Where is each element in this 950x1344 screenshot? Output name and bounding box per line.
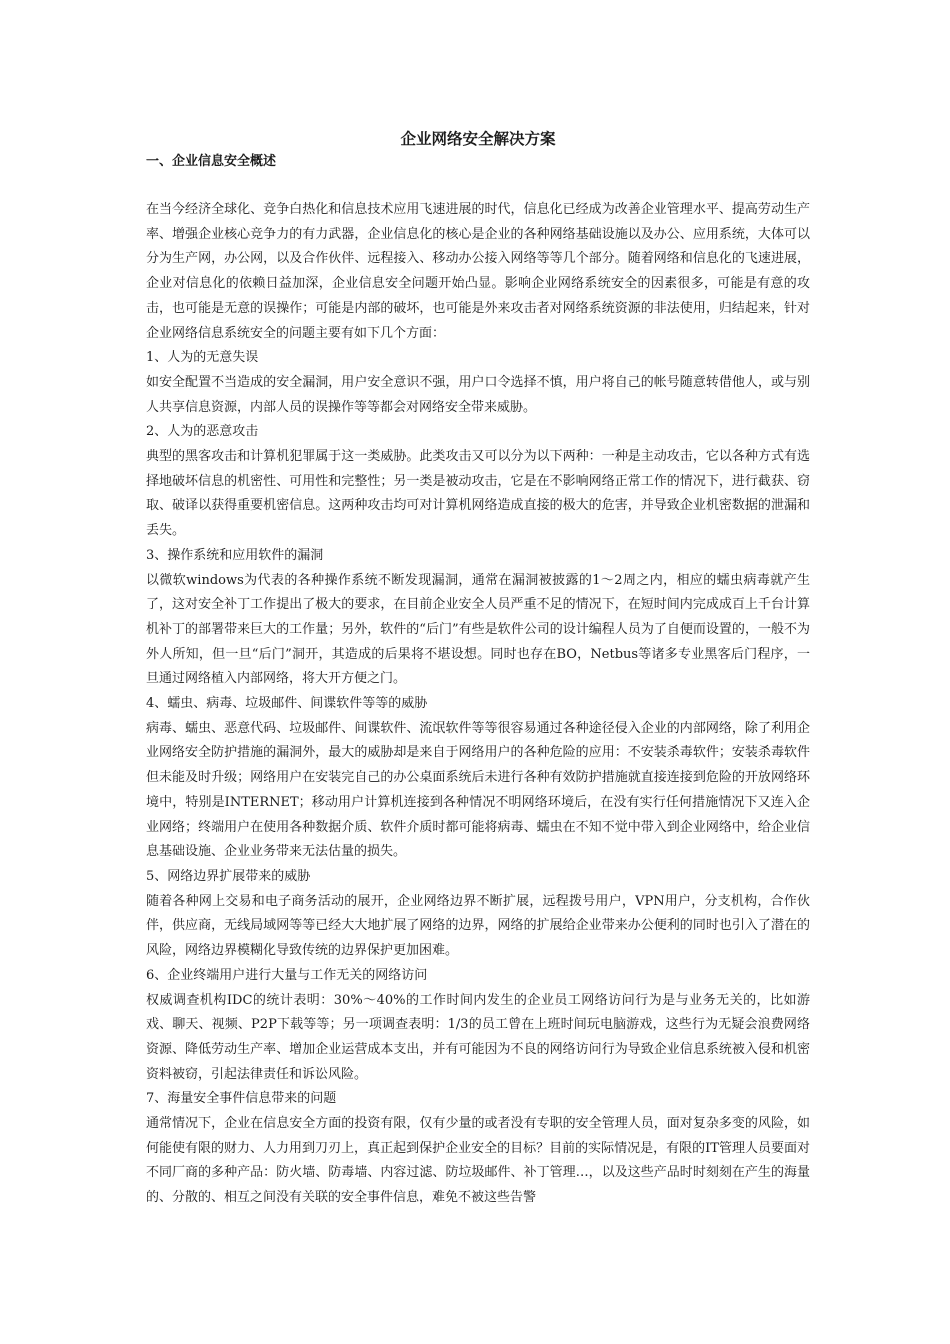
item-paragraph-3: 以微软windows为代表的各种操作系统不断发现漏洞，通常在漏洞被披露的1～2周之内，相应的蠕虫病毒就产生了，这对安全补丁工作提出了极大的要求，在目前企业安全人员严重不足的情况下，在短时间内完成成百上千台计算机补丁的部署带来巨大的工作量；另外，软件的“后门”有些是软件公司的设计编程人员为了自便而设置的，一般不为外人所知，但一旦“后门”洞开，其造成的后果将不堪设想。同时也存在BO，Netbus等诸多专业黑客后门程序，一旦通过网络植入内部网络，将大开方便之门。 <box>146 572 810 687</box>
item-heading-4: 4、蠕虫、病毒、垃圾邮件、间谍软件等等的威胁 <box>146 696 428 712</box>
item-paragraph-2: 典型的黑客攻击和计算机犯罪属于这一类威胁。此类攻击又可以分为以下两种：一种是主动攻击，它以各种方式有选择地破坏信息的机密性、可用性和完整性；另一类是被动攻击，它是在不影响网络正常工作的情况下，进行截获、窃取、破译以获得重要机密信息。这两种攻击均可对计算机网络造成直接的极大的危害，并导致企业机密数据的泄漏和丢失。 <box>146 449 810 539</box>
item-paragraph-1: 如安全配置不当造成的安全漏洞，用户安全意识不强，用户口令选择不慎，用户将自己的帐号随意转借他人，或与别人共享信息资源，内部人员的误操作等等都会对网络安全带来威胁。 <box>146 374 810 415</box>
item-paragraph-4: 病毒、蠕虫、恶意代码、垃圾邮件、间谍软件、流氓软件等等很容易通过各种途径侵入企业的内部网络，除了利用企业网络安全防护措施的漏洞外，最大的威胁却是来自于网络用户的各种危险的应用：不安装杀毒软件；安装杀毒软件但未能及时升级；网络用户在安装完自己的办公桌面系统后未进行各种有效防护措施就直接连接到危险的开放网络环境中，特别是INTERNET；移动用户计算机连接到各种情况不明网络环境后，在没有实行任何措施情况下又连入企业网络；终端用户在使用各种数据介质、软件介质时都可能将病毒、蠕虫在不知不觉中带入到企业网络中，给企业信息基础设施、企业业务带来无法估量的损失。 <box>146 720 810 860</box>
item-heading-2: 2、人为的恶意攻击 <box>146 424 259 440</box>
item-paragraph-6: 权威调查机构IDC的统计表明：30%～40%的工作时间内发生的企业员工网络访问行为是与业务无关的，比如游戏、聊天、视频、P2P下载等等；另一项调查表明：1/3的员工曾在上班时间玩电脑游戏，这些行为无疑会浪费网络资源、降低劳动生产率、增加企业运营成本支出，并有可能因为不良的网络访问行为导致企业信息系统被入侵和机密资料被窃，引起法律责任和诉讼风险。 <box>146 992 810 1082</box>
item-heading-3: 3、操作系统和应用软件的漏洞 <box>146 547 324 563</box>
item-heading-6: 6、企业终端用户进行大量与工作无关的网络访问 <box>146 967 428 983</box>
document-body <box>146 198 810 1211</box>
item-paragraph-7: 通常情况下，企业在信息安全方面的投资有限，仅有少量的或者没有专职的安全管理人员，面对复杂多变的风险，如何能使有限的财力、人力用到刀刃上，真正起到保护企业安全的目标？目前的实际情况是，有限的IT管理人员要面对不同厂商的多种产品：防火墙、防毒墙、内容过滤、防垃圾邮件、补丁管理…，以及这些产品时时刻刻在产生的海量的、分散的、相互之间没有关联的安全事件信息，难免不被这些告警 <box>146 1116 810 1206</box>
item-heading-7: 7、海量安全事件信息带来的问题 <box>146 1091 337 1107</box>
item-heading-1: 1、人为的无意失误 <box>146 350 259 366</box>
document-title: 企业网络安全解决方案 <box>400 129 556 148</box>
section-heading: 一、企业信息安全概述 <box>146 154 277 169</box>
intro-paragraph: 在当今经济全球化、竞争白热化和信息技术应用飞速进展的时代，信息化已经成为改善企业管理水平、提高劳动生产率、增强企业核心竞争力的有力武器，企业信息化的核心是企业的各种网络基础设施以及办公、应用系统，大体可以分为生产网，办公网，以及合作伙伴、远程接入、移动办公接入网络等等几个部分。随着网络和信息化的飞速进展，企业对信息化的依赖日益加深，企业信息安全问题开始凸显。影响企业网络系统安全的因素很多，可能是有意的攻击，也可能是无意的误操作；可能是内部的破坏，也可能是外来攻击者对网络系统资源的非法使用，归结起来，针对企业网络信息系统安全的问题主要有如下几个方面： <box>146 202 810 341</box>
item-heading-5: 5、网络边界扩展带来的威胁 <box>146 868 311 884</box>
item-paragraph-5: 随着各种网上交易和电子商务活动的展开，企业网络边界不断扩展，远程拨号用户，VPN用户，分支机构，合作伙伴，供应商，无线局域网等等已经大大地扩展了网络的边界，网络的扩展给企业带来办公便利的同时也引入了潜在的风险，网络边界模糊化导致传统的边界保护更加困难。 <box>146 893 810 959</box>
